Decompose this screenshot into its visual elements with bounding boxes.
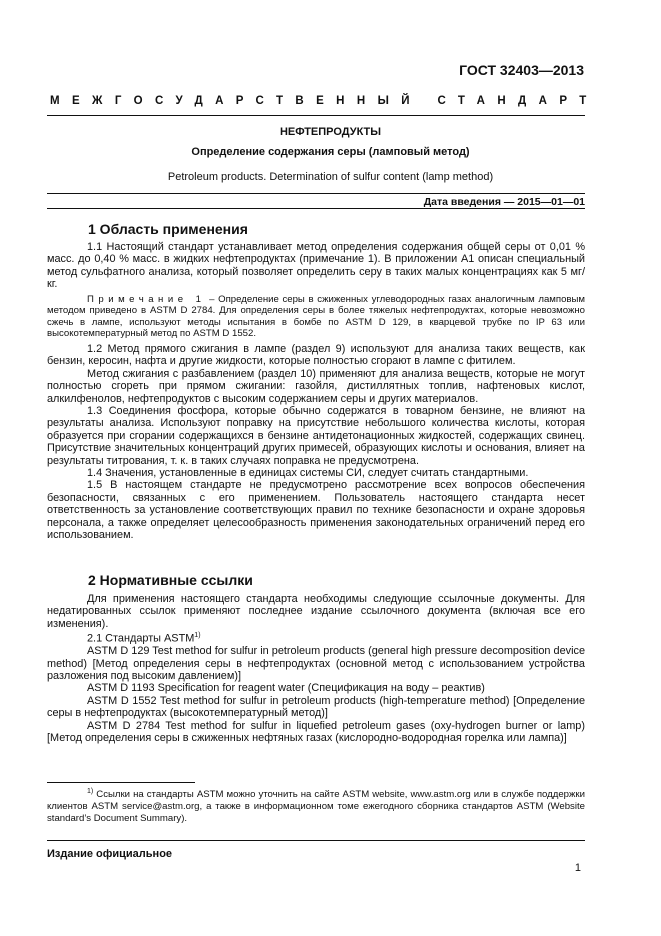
paragraph-1-1: 1.1 Настоящий стандарт устанавливает метод определения содержания общей серы от 0,01 % масс. до 0,40 % масс. в жидких нефтепродуктах (примечание 1). В приложении А1 описан специальный метод сульфатного анализа, который позволяет определить серу в таких малых концентрациях как 5 мг/кг. bbox=[47, 241, 585, 291]
footnote-ref: 1) bbox=[194, 632, 201, 640]
paragraph-2-intro: Для применения настоящего стандарта необходимы следующие ссылочные документы. Для недатированных ссылок применяют последнее издание ссылочного документа (включая все его изменения). bbox=[47, 593, 585, 630]
section-1-heading: 1 Область применения bbox=[88, 221, 248, 237]
footer-divider bbox=[47, 840, 585, 841]
paragraph-1-5: 1.5 В настоящем стандарте не предусмотрено рассмотрение всех вопросов обеспечения безопасности, связанных с его применением. Пользователь настоящего стандарта несет ответственность за установление соответствующих правил по технике безопасности и охране здоровья персонала, а также определяет целесообразность применения законодательных ограничений перед его использованием. bbox=[47, 479, 585, 542]
document-subtitle-en: Petroleum products. Determination of sulfur content (lamp method) bbox=[167, 171, 494, 183]
date-divider-bottom bbox=[47, 208, 585, 209]
section-2-body bbox=[47, 593, 585, 745]
page-number: 1 bbox=[574, 862, 581, 874]
reference-d1193: ASTM D 1193 Specification for reagent water (Спецификация на воду – реактив) bbox=[87, 682, 485, 695]
date-divider bbox=[47, 193, 585, 194]
reference-d129: ASTM D 129 Test method for sulfur in petroleum products (general high pressure decomposition device method) [Метод определения серы в нефтепродуктах (основной метод с использованием устройства разложения под высоким давлением)] bbox=[47, 645, 585, 683]
section-2-heading: 2 Нормативные ссылки bbox=[88, 572, 253, 588]
footnote bbox=[47, 786, 585, 825]
footnote-mark: 1) bbox=[87, 788, 94, 795]
edition-label: Издание официальное bbox=[47, 848, 173, 860]
document-title: НЕФТЕПРОДУКТЫ bbox=[279, 126, 382, 138]
paragraph-1-3: 1.3 Соединения фосфора, которые обычно содержатся в товарном бензине, не влияют на результаты анализа. Используют поправку на присутствие небольшого количества кислоты, которая образуется при сгорании содержащихся в бензине антидетонационных жидкостей, содержащих свинец. Присутствие значительных концентраций других примесей, образующих кислоты и основания, влияет на результаты титрования, т. к. в таких случаях поправка не предусмотрена. bbox=[47, 405, 585, 467]
astm-standards-label: 2.1 Стандарты ASTM bbox=[87, 632, 195, 645]
footnote-divider bbox=[47, 782, 195, 783]
reference-d1552: ASTM D 1552 Test method for sulfur in petroleum products (high-temperature method) [Определение серы в нефтепродуктах (высокотемпературный метод)] bbox=[47, 694, 585, 720]
reference-d2784: ASTM D 2784 Test method for sulfur in liquefied petroleum gases (oxy-hydrogen burner or lamp) [Метод определения серы в сжиженных нефтяных газах (кислородно-водородная горелка или лампа)] bbox=[47, 719, 585, 745]
footnote-text: Ссылки на стандарты ASTM можно уточнить на сайте ASTM website, www.astm.org или в службе поддержки клиентов ASTM service@astm.org, а также в информационном томе ежегодного сборника стандартов ASTM (Website standard’s Document Summary). bbox=[47, 789, 585, 825]
document-number: ГОСТ 32403—2013 bbox=[459, 62, 584, 78]
document-subtitle-ru: Определение содержания серы (ламповый метод) bbox=[191, 146, 470, 158]
note-label: Примечание 1 bbox=[87, 293, 206, 305]
standard-banner: МЕЖГОСУДАРСТВЕННЫЙ СТАНДАРТ bbox=[50, 95, 599, 107]
paragraph-2-1 bbox=[47, 630, 585, 645]
top-divider bbox=[47, 115, 585, 116]
note-text: – Определение серы в сжиженных углеводородных газах аналогичным ламповым методом приведено в ASTM D 2784. Для определения серы в более тяжелых нефтепродуктах, которые невозможно сжечь в лампе, используют методы испытания в бомбе по ASTM D 129, в кварцевой трубке по IP 63 или высокотемпературный метод по ASTM D 1552. bbox=[47, 293, 585, 340]
section-1-body bbox=[47, 241, 585, 542]
paragraph-1-4: 1.4 Значения, установленные в единицах системы СИ, следует считать стандартными. bbox=[87, 467, 529, 480]
note-1 bbox=[47, 294, 585, 340]
paragraph-1-2b: Метод сжигания с разбавлением (раздел 10) применяют для анализа веществ, которые не могут полностью сгореть при прямом сжигании: газойля, дистиллятных топлив, нафтеновых кислот, алкилфенолов, нефтепродуктов с высоким содержанием серы и других материалов. bbox=[47, 367, 585, 405]
introduction-date: Дата введения — 2015—01—01 bbox=[423, 196, 585, 208]
paragraph-1-2: 1.2 Метод прямого сжигания в лампе (раздел 9) используют для анализа таких веществ, как бензин, керосин, нафта и другие жидкости, которые полностью сгорают в лампе с фитилем. bbox=[47, 343, 585, 368]
